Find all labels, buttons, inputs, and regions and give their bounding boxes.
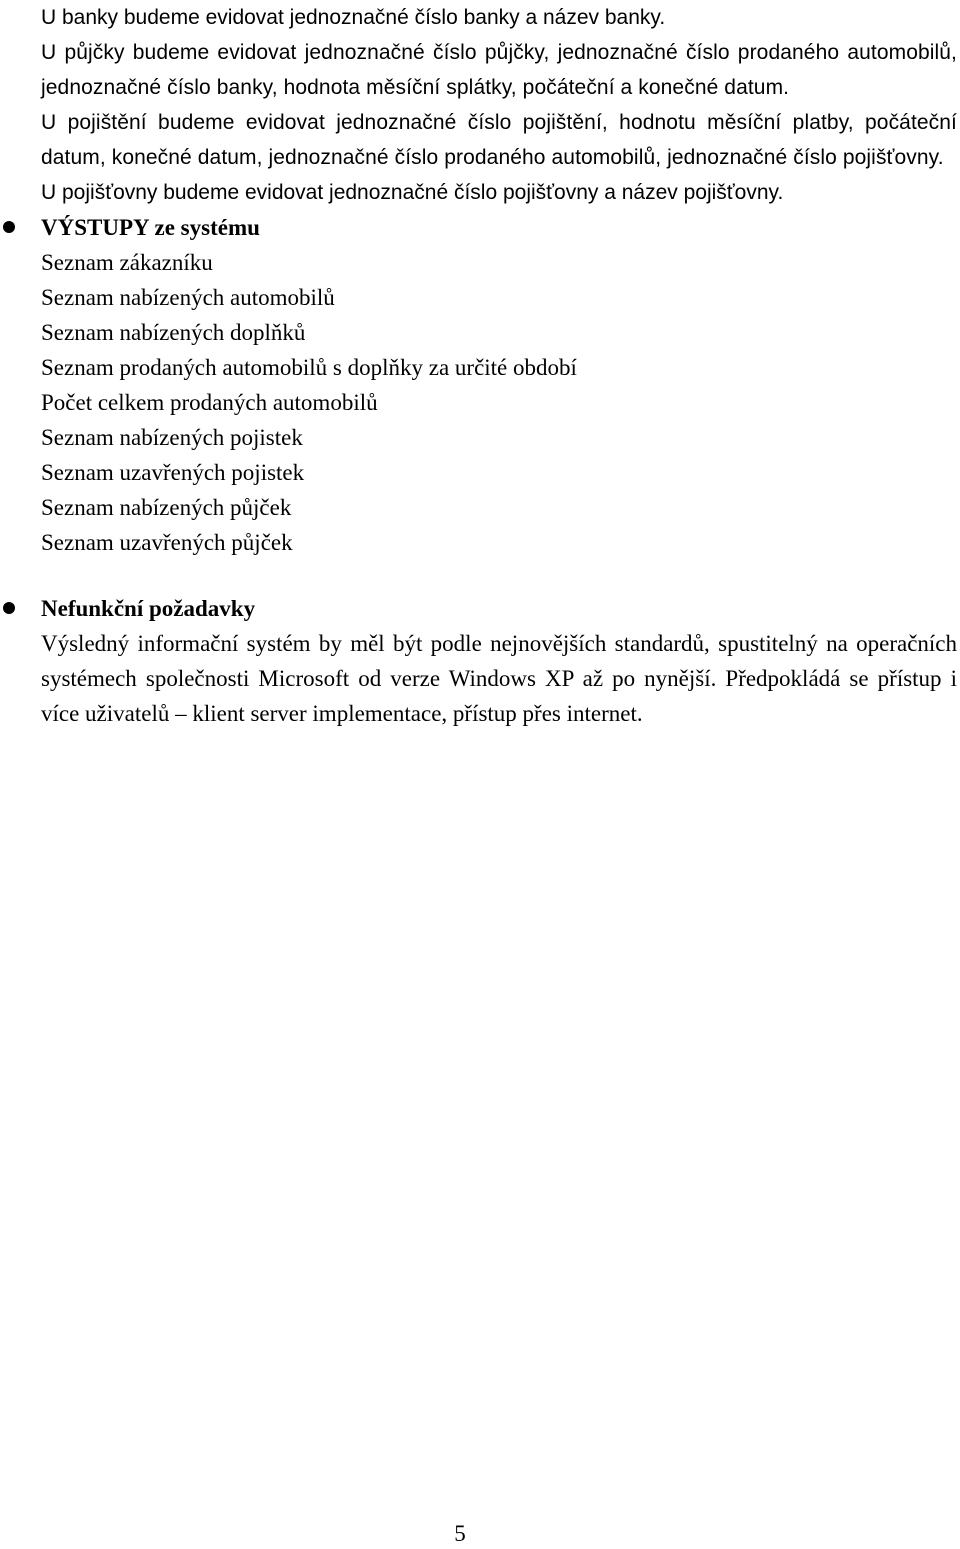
list-item: Seznam nabízených půjček [41, 495, 292, 520]
list-item: Počet celkem prodaných automobilů [41, 390, 378, 415]
nonfunctional-text: Výsledný informační systém by měl být podle nejnovějších standardů, spustitelný na operačních systémech společnosti Microsoft od verze Windows XP až po nynější. Předpokládá se přístup i více uživatelů – klient server implementace, přístup přes internet. [41, 631, 957, 726]
list-item: Seznam uzavřených půjček [41, 530, 293, 555]
bullet-icon [3, 602, 15, 614]
insurance-record-text: U pojištění budeme evidovat jednoznačné číslo pojištění, hodnotu měsíční platby, počáteční datum, konečné datum, jednoznačné číslo prodaného automobilů, jednoznačné číslo pojišťovny. [41, 111, 957, 169]
nonfunctional-heading-text: Nefunkční požadavky [41, 596, 256, 621]
outputs-list [41, 245, 957, 560]
loan-record-text: U půjčky budeme evidovat jednoznačné číslo půjčky, jednoznačné číslo prodaného automobilů, jednoznačné číslo banky, hodnota měsíční splátky, počáteční a konečné datum. [41, 41, 957, 99]
section-spacer [41, 560, 957, 591]
list-item: Seznam zákazníku [41, 250, 213, 275]
list-item: Seznam nabízených pojistek [41, 425, 303, 450]
list-item: Seznam prodaných automobilů s doplňky za určité období [41, 355, 577, 380]
list-item: Seznam uzavřených pojistek [41, 460, 305, 485]
bullet-icon [3, 221, 15, 233]
outputs-heading [41, 210, 957, 245]
outputs-heading-text: VÝSTUPY ze systému [41, 215, 260, 240]
list-item: Seznam nabízených automobilů [41, 285, 335, 310]
list-item: Seznam nabízených doplňků [41, 320, 306, 345]
insurer-record-text: U pojišťovny budeme evidovat jednoznačné číslo pojišťovny a název pojišťovny. [41, 181, 784, 204]
page-content [41, 0, 957, 731]
nonfunctional-heading [41, 591, 957, 626]
bank-record-text: U banky budeme evidovat jednoznačné číslo banky a název banky. [41, 6, 666, 29]
page-number: 5 [454, 1521, 466, 1546]
